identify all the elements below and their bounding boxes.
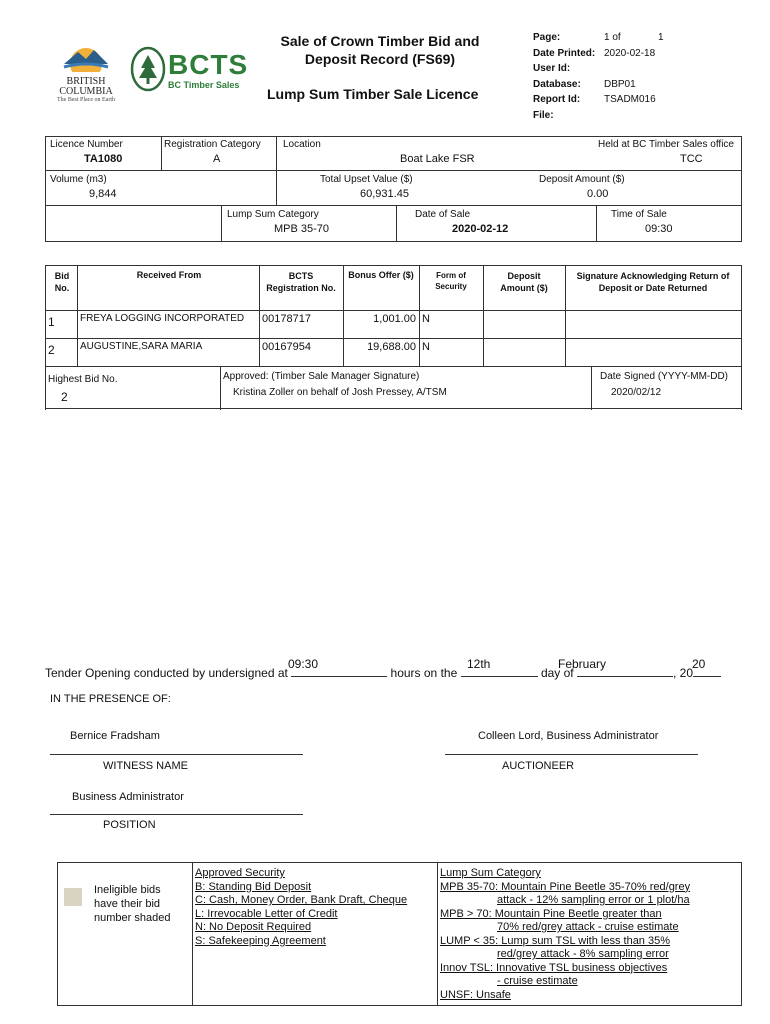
- lump-sum-category-label: Lump Sum Category: [227, 209, 319, 220]
- location: Boat Lake FSR: [400, 153, 475, 165]
- bc-logo-line1: BRITISH: [66, 76, 106, 87]
- approved-label: Approved: (Timber Sale Manager Signature): [223, 371, 420, 382]
- tender-day-of: day of: [540, 666, 574, 680]
- presence-label: IN THE PRESENCE OF:: [50, 693, 171, 705]
- date-of-sale-label: Date of Sale: [415, 209, 471, 220]
- highest-bid: 2: [61, 390, 68, 404]
- meta-values: [604, 30, 664, 123]
- deposit-amount-label: Deposit Amount ($): [539, 174, 625, 185]
- bid-row-2-name: AUGUSTINE,SARA MARIA: [80, 341, 203, 352]
- approved-security-legend: [195, 867, 407, 948]
- date-printed-value: 2020-02-18: [604, 47, 656, 59]
- bid-row-1-bonus: 1,001.00: [373, 313, 416, 325]
- position-label: POSITION: [103, 819, 156, 831]
- bid-table: [45, 265, 742, 410]
- meta-labels: [533, 30, 595, 123]
- bid-row-2-reg: 00167954: [262, 341, 311, 353]
- registration-category-label: Registration Category: [164, 139, 261, 150]
- lump-sum-line-9: UNSF: Unsafe: [440, 988, 511, 1001]
- tender-year: 20: [692, 657, 706, 671]
- lump-sum-line-2: attack - 12% sampling error or 1 plot/ha: [497, 894, 690, 906]
- header-signature: Signature Acknowledging Return of Deposit or Date Returned: [576, 271, 730, 293]
- header-form-of-security: Form of Security: [435, 271, 467, 291]
- lump-sum-legend: [440, 867, 690, 1002]
- deposit-amount: 0.00: [587, 188, 609, 200]
- bid-row-1-security: N: [422, 313, 430, 325]
- security-l: L: Irrevocable Letter of Credit: [195, 907, 338, 920]
- database-label: Database:: [533, 78, 581, 90]
- lump-sum-line-4: 70% red/grey attack - cruise estimate: [497, 921, 679, 933]
- file-label: File:: [533, 109, 554, 121]
- tender-day: 12th: [467, 657, 491, 671]
- ineligible-note: Ineligible bids have their bid number shaded: [94, 884, 171, 924]
- time-of-sale-label: Time of Sale: [611, 209, 667, 220]
- time-of-sale: 09:30: [645, 223, 673, 235]
- volume: 9,844: [89, 188, 117, 200]
- lump-sum-line-8: - cruise estimate: [497, 975, 578, 987]
- held-at: TCC: [680, 153, 703, 165]
- tender-month-line: [577, 666, 673, 677]
- security-c: C: Cash, Money Order, Bank Draft, Cheque: [195, 894, 408, 906]
- tender-day-line: [461, 666, 538, 677]
- bcts-subtitle: BC Timber Sales: [168, 80, 240, 90]
- lump-sum-line-6: red/grey attack - 8% sampling error: [497, 948, 669, 960]
- form-title: [255, 32, 505, 68]
- file-value: [604, 108, 656, 124]
- tender-comma-20: , 20: [672, 666, 693, 680]
- bid-row-1-reg: 00178717: [262, 313, 311, 325]
- tender-year-line: [693, 666, 721, 677]
- tender-hours-on-the: hours on the: [390, 666, 458, 680]
- approved-by: Kristina Zoller on behalf of Josh Pressey, A/TSM: [233, 387, 447, 398]
- user-id-value: [604, 61, 656, 77]
- highest-bid-label: Highest Bid No.: [48, 374, 118, 385]
- title-line1: Sale of Crown Timber Bid and: [280, 33, 480, 49]
- form-subtitle: Lump Sum Timber Sale Licence: [267, 86, 479, 102]
- security-n: N: No Deposit Required: [195, 921, 312, 933]
- location-label: Location: [283, 139, 321, 150]
- bc-sun-mountain-icon: [50, 42, 122, 72]
- position-value: Business Administrator: [72, 791, 184, 803]
- report-id-label: Report Id:: [533, 94, 581, 105]
- page-value: 1 of: [604, 32, 621, 43]
- lump-sum-line-7: Innov TSL: Innovative TSL business objectives: [440, 961, 668, 974]
- date-printed-label: Date Printed:: [533, 47, 596, 59]
- lump-sum-line-5: LUMP < 35: Lump sum TSL with less than 35%: [440, 934, 670, 947]
- tender-statement: [45, 666, 721, 680]
- bc-logo-tagline: The Best Place on Earth: [57, 97, 115, 103]
- bid-row-1-no: 1: [48, 315, 55, 329]
- lump-sum-category: MPB 35-70: [274, 223, 330, 235]
- bid-row-2-security: N: [422, 341, 430, 353]
- bcts-brand: BCTS: [168, 49, 249, 80]
- registration-category: A: [213, 153, 221, 165]
- database-value: DBP01: [604, 78, 636, 90]
- bc-logo: [50, 42, 122, 104]
- total-upset: 60,931.45: [360, 188, 409, 200]
- tender-time: 09:30: [288, 657, 319, 671]
- bid-row-2-no: 2: [48, 343, 55, 357]
- forest-service-seal: [130, 46, 166, 92]
- date-signed: 2020/02/12: [611, 387, 662, 398]
- tender-prefix: Tender Opening conducted by undersigned at: [45, 666, 288, 680]
- ineligible-shade-swatch: [64, 888, 82, 906]
- user-id-label: User Id:: [533, 63, 571, 74]
- witness-name-label: WITNESS NAME: [103, 760, 188, 772]
- lump-sum-line-3: MPB > 70: Mountain Pine Beetle greater than: [440, 907, 662, 920]
- approved-security-title: Approved Security: [195, 867, 285, 879]
- header-received-from: Received From: [136, 270, 202, 280]
- bid-row-2-bonus: 19,688.00: [367, 341, 416, 353]
- licence-number: TA1080: [84, 153, 123, 165]
- lump-sum-line-1: MPB 35-70: Mountain Pine Beetle 35-70% red/grey: [440, 880, 691, 893]
- bid-row-1-name: FREYA LOGGING INCORPORATED: [80, 313, 245, 324]
- header-bcts-registration: BCTS Registration No.: [266, 271, 336, 293]
- report-id-value: TSADM016: [604, 94, 656, 105]
- licence-number-label: Licence Number: [50, 139, 123, 150]
- title-line2: Deposit Record (FS69): [304, 51, 456, 67]
- auctioneer-name: Colleen Lord, Business Administrator: [478, 730, 659, 742]
- page-label: Page:: [533, 32, 561, 43]
- tender-month: February: [558, 657, 607, 671]
- lump-sum-title: Lump Sum Category: [440, 867, 541, 879]
- header-deposit-amount: Deposit Amount ($): [500, 271, 548, 293]
- date-signed-label: Date Signed (YYYY-MM-DD): [600, 371, 729, 382]
- security-s: S: Safekeeping Agreement: [195, 934, 326, 947]
- witness-name: Bernice Fradsham: [70, 730, 160, 742]
- volume-label: Volume (m3): [50, 174, 107, 185]
- header-bid-no: Bid No.: [54, 271, 70, 293]
- date-of-sale: 2020-02-12: [452, 223, 509, 235]
- bc-logo-line2: COLUMBIA: [59, 86, 113, 97]
- security-b: B: Standing Bid Deposit: [195, 880, 312, 893]
- auctioneer-label: AUCTIONEER: [502, 760, 575, 772]
- tender-time-line: [291, 666, 387, 677]
- held-at-label: Held at BC Timber Sales office: [598, 139, 734, 150]
- total-upset-label: Total Upset Value ($): [320, 174, 413, 185]
- header-bonus-offer: Bonus Offer ($): [348, 270, 414, 280]
- page-total: 1: [658, 32, 664, 43]
